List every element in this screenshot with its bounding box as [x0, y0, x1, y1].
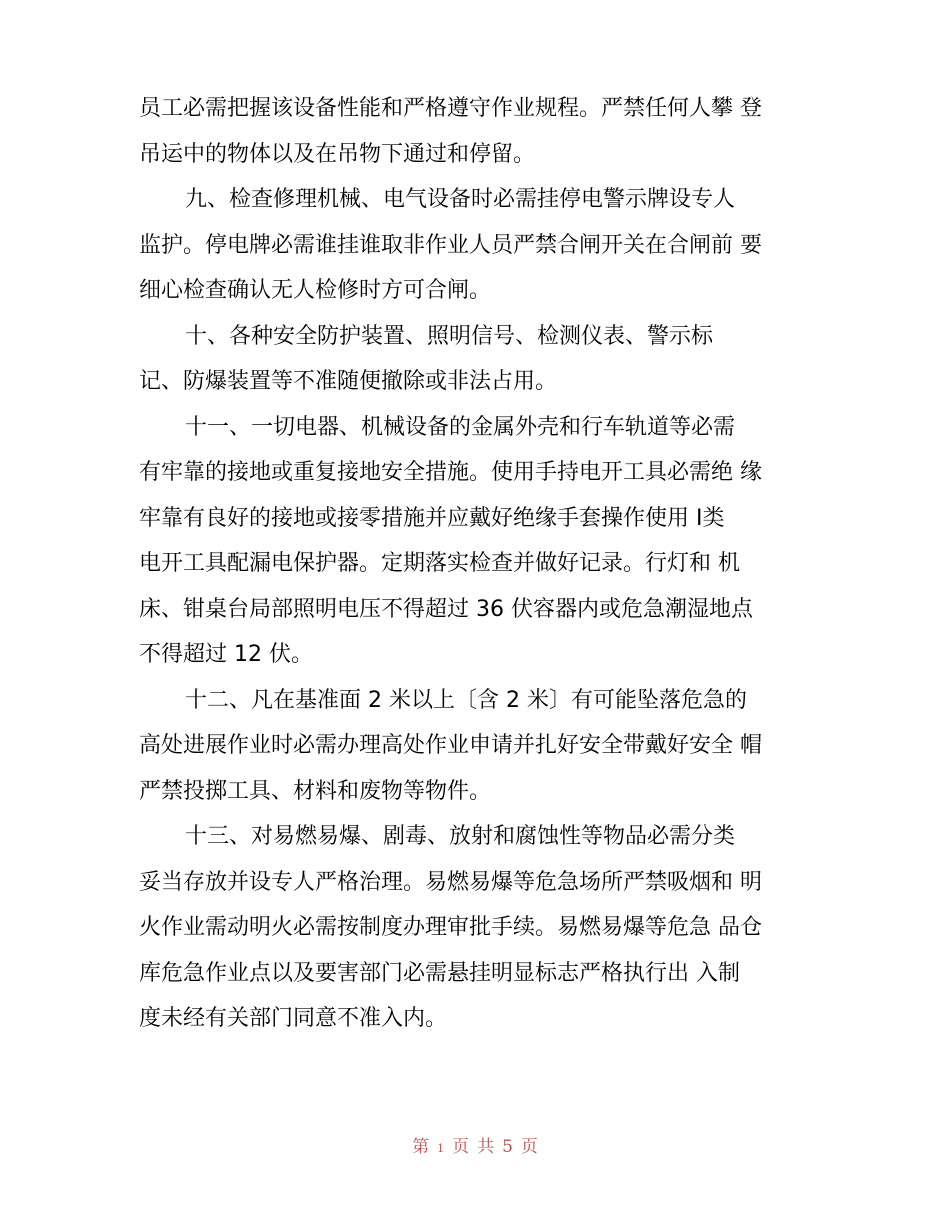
- text-line: 十三、对易燃易爆、剧毒、放射和腐蚀性等物品必需分类: [185, 824, 736, 849]
- text-line: 吊运中的物体以及在吊物下通过和停留。: [139, 141, 536, 167]
- text-line: 十二、凡在基准面 2 米以上〔含 2 米〕有可能坠落危急的: [185, 687, 747, 713]
- document-body: [139, 86, 811, 1042]
- text-line: 十、各种安全防护装置、照明信号、检测仪表、警示标: [185, 323, 714, 349]
- text-line: 度未经有关部门同意不准入内。: [139, 1006, 448, 1031]
- text-line: 火作业需动明火必需按制度办理审批手续。易燃易爆等危急 品仓: [139, 915, 762, 940]
- footer-total-word: 共: [477, 1137, 495, 1157]
- text-line: 严禁投掷工具、材料和废物等物件。: [139, 778, 492, 804]
- footer-prefix: 第: [412, 1137, 430, 1157]
- footer-current-page: 1: [437, 1142, 445, 1155]
- text-line: 电开工具配漏电保护器。定期落实检查并做好记录。行灯和 机: [139, 551, 740, 576]
- text-line: 九、检查修理机械、电气设备时必需挂停电警示牌设专人: [185, 187, 736, 212]
- text-line: 细心检查确认无人检修时方可合闸。: [139, 278, 492, 303]
- text-line: 高处进展作业时必需办理高处作业申请并扎好安全带戴好安全 帽: [139, 733, 762, 758]
- footer-suffix: 页: [520, 1137, 538, 1157]
- text-line: 库危急作业点以及要害部门必需悬挂明显标志严格执行出 入制: [139, 960, 740, 986]
- page-footer: [0, 1132, 950, 1157]
- text-line: 牢靠有良好的接地或接零措施并应戴好绝缘手套操作使用 Ⅰ类: [139, 505, 725, 531]
- text-line: 十一、一切电器、机械设备的金属外壳和行车轨道等必需: [185, 414, 736, 440]
- text-line: 有牢靠的接地或重复接地安全措施。使用手持电开工具必需绝 缘: [139, 460, 762, 485]
- text-line: 员工必需把握该设备性能和严格遵守作业规程。严禁任何人攀 登: [139, 96, 762, 121]
- text-line: 不得超过 12 伏。: [139, 642, 313, 667]
- footer-total-pages: 5: [502, 1137, 513, 1157]
- text-line: 床、钳桌台局部照明电压不得超过 36 伏容器内或危急潮湿地点: [139, 596, 753, 622]
- footer-page-word: 页: [452, 1137, 470, 1157]
- text-line: 记、防爆装置等不准随便撤除或非法占用。: [139, 369, 558, 394]
- text-line: 监护。停电牌必需谁挂谁取非作业人员严禁合闸开关在合闸前 要: [139, 232, 762, 258]
- text-line: 妥当存放并设专人严格治理。易燃易爆等危急场所严禁吸烟和 明: [139, 869, 762, 895]
